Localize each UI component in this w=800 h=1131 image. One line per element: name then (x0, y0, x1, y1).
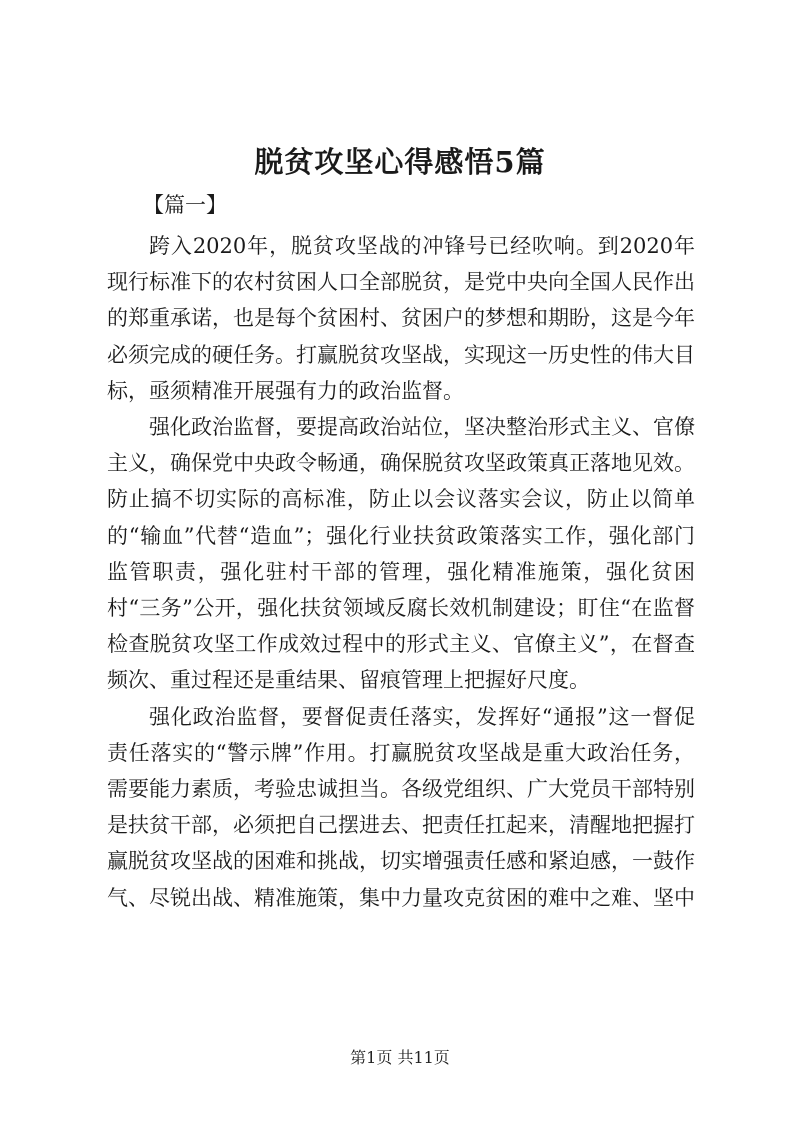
page-indicator: 第1页 共11页 (350, 1048, 450, 1067)
paragraph-1: 跨入2020年，脱贫攻坚战的冲锋号已经吹响。到2020年现行标准下的农村贫困人口全部脱贫，是党中央向全国人民作出的郑重承诺，也是每个贫困村、贫困户的梦想和期盼，这是今年必须完成的硬任务。打赢脱贫攻坚战，实现这一历史性的伟大目标，亟须精准开展强有力的政治监督。 (107, 234, 695, 403)
document-title: 脱贫攻坚心得感悟5篇 (254, 145, 546, 179)
document-body (107, 228, 695, 916)
paragraph-3: 强化政治监督，要督促责任落实，发挥好“通报”这一督促责任落实的“警示牌”作用。打赢脱贫攻坚战是重大政治任务，需要能力素质，考验忠诚担当。各级党组织、广大党员干部特别是扶贫干部，必须把自己摆进去、把责任扛起来，清醒地把握打赢脱贫攻坚战的困难和挑战，切实增强责任感和紧迫感，一鼓作气、尽锐出战、精准施策，集中力量攻克贫困的难中之难、坚中 (107, 704, 695, 910)
paragraph-2: 强化政治监督，要提高政治站位，坚决整治形式主义、官僚主义，确保党中央政令畅通，确保脱贫攻坚政策真正落地见效。防止搞不切实际的高标准，防止以会议落实会议，防止以简单的“输血”代替“造血”；强化行业扶贫政策落实工作，强化部门监管职责，强化驻村干部的管理，强化精准施策，强化贫困村“三务”公开，强化扶贫领域反腐长效机制建设；盯住“在监督检查脱贫攻坚工作成效过程中的形式主义、官僚主义”，在督查频次、重过程还是重结果、留痕管理上把握好尺度。 (107, 415, 695, 693)
section-heading: 【篇一】 (143, 193, 227, 217)
page-footer (0, 1047, 800, 1069)
